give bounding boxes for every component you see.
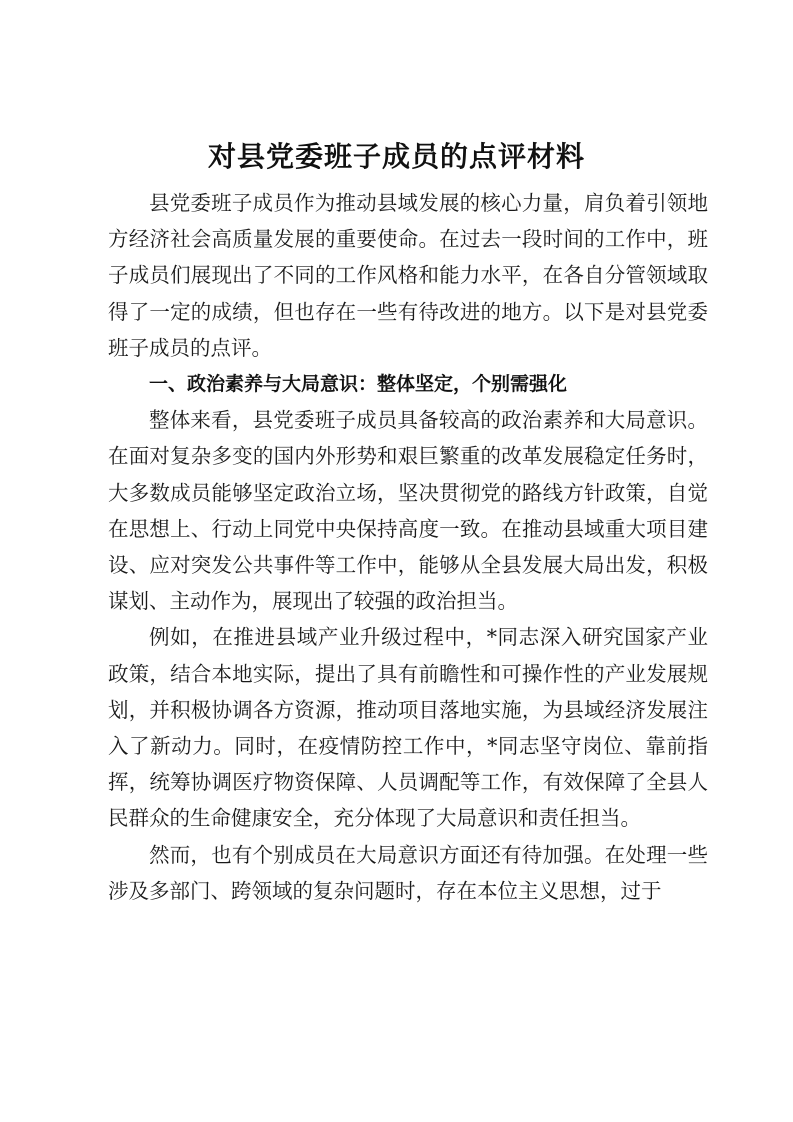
intro-paragraph: 县党委班子成员作为推动县域发展的核心力量，肩负着引领地方经济社会高质量发展的重要使命。在过去一段时间的工作中，班子成员们展现出了不同的工作风格和能力水平，在各自分管领域取得了一定的成绩，但也存在一些有待改进的地方。以下是对县党委班子成员的点评。 xyxy=(108,191,708,360)
document-title: 对县党委班子成员的点评材料 xyxy=(207,140,585,173)
section-heading-1: 一、政治素养与大局意识：整体坚定，个别需强化 xyxy=(149,373,568,396)
section-1-paragraph-2: 例如，在推进县域产业升级过程中，*同志深入研究国家产业政策，结合本地实际，提出了具有前瞻性和可操作性的产业发展规划，并积极协调各方资源，推动项目落地实施，为县域经济发展注入了新动力。同时，在疫情防控工作中，*同志坚守岗位、靠前指挥，统筹协调医疗物资保障、人员调配等工作，有效保障了全县人民群众的生命健康安全，充分体现了大局意识和责任担当。 xyxy=(108,625,708,831)
document-body xyxy=(108,185,708,909)
section-1-paragraph-1: 整体来看，县党委班子成员具备较高的政治素养和大局意识。在面对复杂多变的国内外形势和艰巨繁重的改革发展稳定任务时，大多数成员能够坚定政治立场，坚决贯彻党的路线方针政策，自觉在思想上、行动上同党中央保持高度一致。在推动县域重大项目建设、应对突发公共事件等工作中，能够从全县发展大局出发，积极谋划、主动作为，展现出了较强的政治担当。 xyxy=(108,408,708,614)
section-1-paragraph-3: 然而，也有个别成员在大局意识方面还有待加强。在处理一些涉及多部门、跨领域的复杂问题时，存在本位主义思想，过于 xyxy=(108,842,708,903)
